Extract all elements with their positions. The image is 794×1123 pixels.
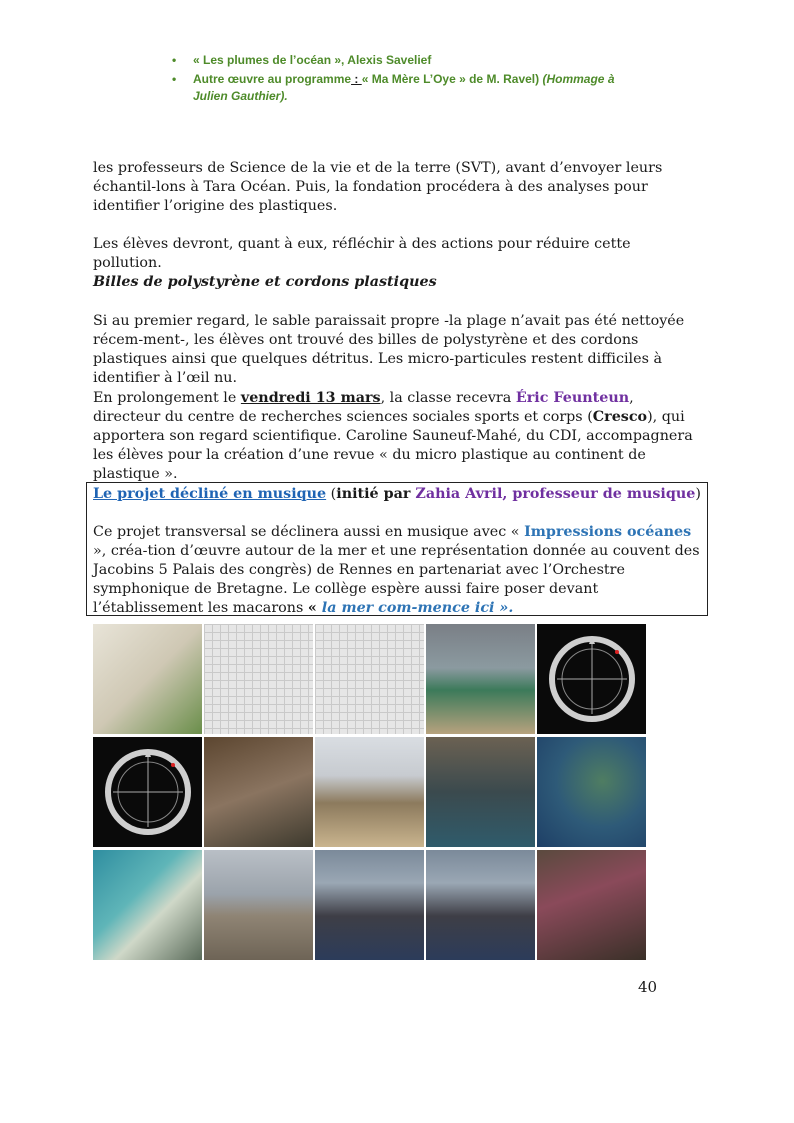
photo-gallery <box>93 624 646 960</box>
paragraph: les professeurs de Science de la vie et de la terre (SVT), avant d’envoyer leurs échantil-lons à Tara Océan. Puis, la fondation procédera à des analyses pour identifier l’origine des plastiques. <box>93 160 663 214</box>
photo-coast-aerial <box>93 850 202 960</box>
photo-plastic-samples <box>93 624 202 734</box>
box-paragraph: Ce projet transversal se déclinera aussi en musique avec « Impressions océanes », créa-tion d’œuvre autour de la mer et une représentation donnée au couvent des Jacobins 5 Palais des congrès) de Rennes en partenariat avec l’Orchestre symphonique de Bretagne. Le collège espère aussi faire poser devant l’établissement les macarons « la mer com-mence ici ». <box>93 524 700 616</box>
photo-students-2 <box>426 850 535 960</box>
photo-jardin-sign <box>426 737 535 847</box>
music-project-link[interactable]: Le projet décliné en musique <box>93 486 327 502</box>
compass-icon <box>93 737 202 847</box>
photo-compass-2 <box>93 737 202 847</box>
event-date: vendredi 13 mars <box>240 390 381 406</box>
photo-debris-grid-1 <box>204 624 313 734</box>
photo-digging <box>537 850 646 960</box>
bullet-icon: • <box>172 72 177 86</box>
list-item-text: Autre œuvre au programme : « Ma Mère L’Oye » de M. Ravel) (Hommage à Julien Gauthier). <box>193 72 615 103</box>
list-item-text: « Les plumes de l’océan », Alexis Savelief <box>193 53 432 67</box>
list-item <box>172 71 652 105</box>
page-number: 40 <box>638 978 658 996</box>
photo-beach-bins <box>315 737 424 847</box>
list-item <box>172 52 652 69</box>
photo-sand-beach <box>204 850 313 960</box>
paragraph: Si au premier regard, le sable paraissait propre -la plage n’avait pas été nettoyée récem-ment-, les élèves ont trouvé des billes de polystyrène et des cordons plastiques ainsi que quelques détritus. Les micro-particules restent difficiles à identifier à l’œil nu. <box>93 313 685 386</box>
music-program-list <box>172 52 652 107</box>
photo-bins-1 <box>426 624 535 734</box>
photo-students-1 <box>315 850 424 960</box>
guest-name: Éric Feunteun <box>515 390 630 406</box>
bullet-icon: • <box>172 53 177 67</box>
compass-icon <box>537 624 646 734</box>
photo-rubbish <box>204 737 313 847</box>
paragraph: En prolongement le vendredi 13 mars, la classe recevra Éric Feunteun, directeur du centre de recherches sciences sociales sports et corps (Cresco), qui apportera son regard scientifique. Caroline Sauneuf-Mahé, du CDI, accompagnera les élèves pour la création d’une revue « du micro plastique au continent de plastique ». <box>93 390 693 482</box>
paragraph: Les élèves devront, quant à eux, réfléchir à des actions pour réduire cette pollution. <box>93 236 631 271</box>
photo-satellite <box>537 737 646 847</box>
photo-debris-grid-2 <box>315 624 424 734</box>
box-title: Le projet décliné en musique (initié par Zahia Avril, professeur de musique) <box>93 486 701 502</box>
music-project-box <box>86 482 708 616</box>
section-heading: Billes de polystyrène et cordons plastiques <box>93 274 437 290</box>
photo-compass-1 <box>537 624 646 734</box>
